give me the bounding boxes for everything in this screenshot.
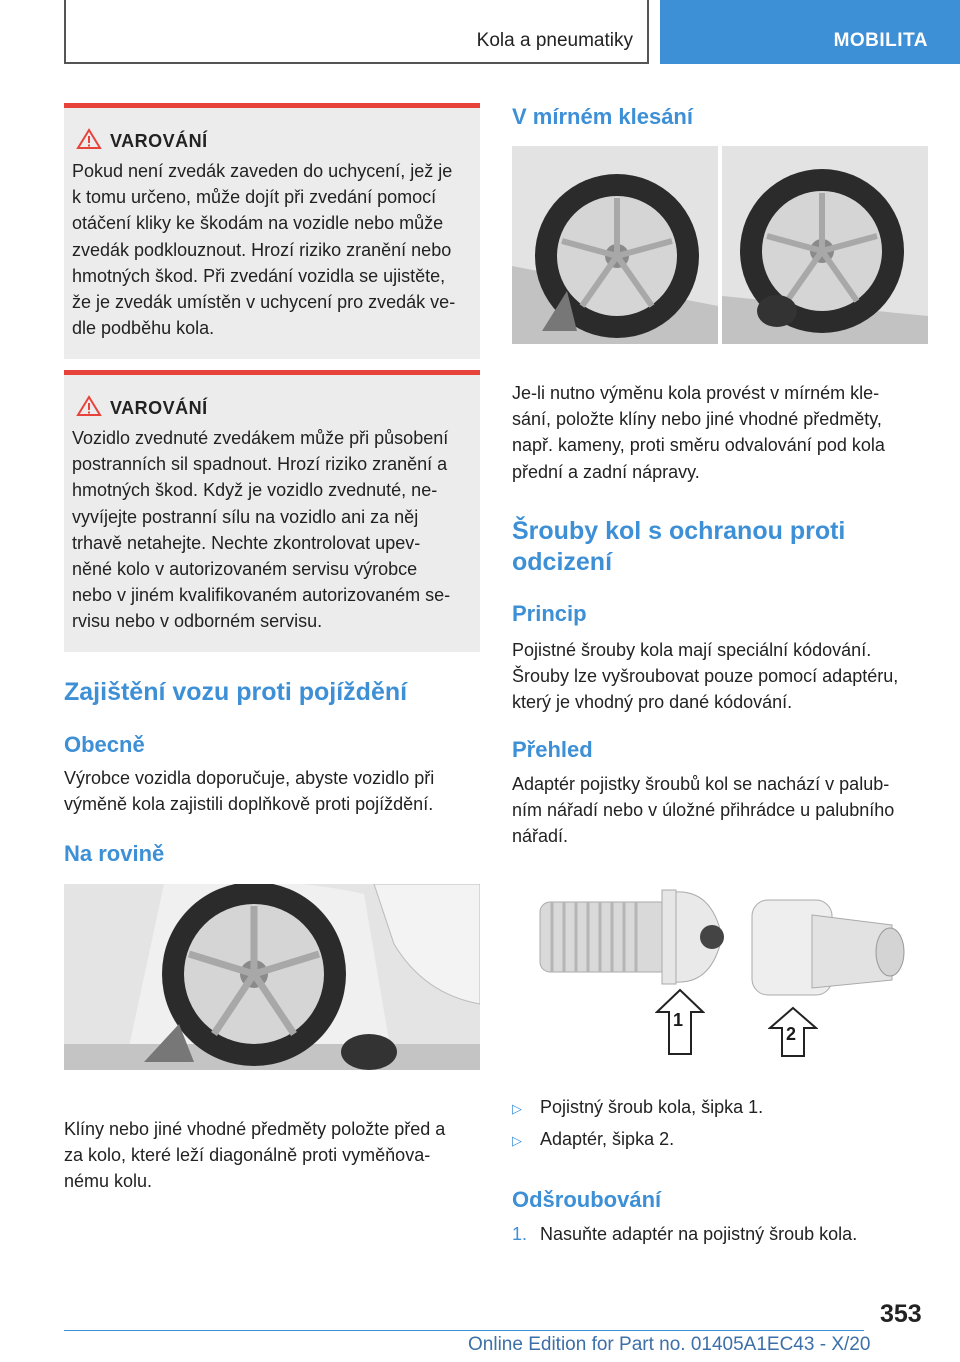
locking-bolt-image (512, 870, 928, 1070)
footer-edition: Online Edition for Part no. 01405A1EC43 - X/20 (468, 1334, 871, 1355)
warning-text: Vozidlo zvednuté zvedákem může při působení postranních sil spadnout. Hrozí riziko zranění a hmotných škod. Když je vozidlo zvednuté, ne‐ vyvíjejte postranní sílu na vozidlo ani za něj trhavě netahejte. Nechte zkontrolovat upev‐ něné kolo v autorizovaném servisu výrobce nebo v jiném kvalifikovaném autorizovaném se‐ rvisu nebo v odborném servisu. (72, 428, 451, 632)
bullet-list (512, 1094, 928, 1154)
arrow-1-label: 1 (673, 1010, 684, 1030)
triangle-bullet-icon: ▷ (512, 1101, 522, 1116)
warning-title: VAROVÁNÍ (110, 398, 208, 418)
warning-text: Pokud není zvedák zaveden do uchycení, jež je k tomu určeno, může dojít při zvedání pomocí otáčení kliky ke škodám na vozidle nebo může zvedák podklouznout. Hrozí riziko zranění nebo hmotných škod. Při zvedání vozidla se ujistěte, že je zvedák umístěn v uchycení pro zvedák ve‐ dle podběhu kola. (72, 161, 456, 339)
section-heading: Šrouby kol s ochranou proti odcizení (512, 517, 846, 576)
flat-caption: Klíny nebo jiné vhodné předměty položte před a za kolo, které leží diagonálně proti vyměňova‐ nému kolu. (64, 1119, 446, 1192)
warning-triangle-icon (76, 395, 102, 417)
list-item: 1. Nasuňte adaptér na pojistný šroub kola. (512, 1221, 928, 1247)
section-heading: Zajištění vozu proti pojíždění (64, 678, 408, 706)
section-title: Kola a pneumatiky (476, 30, 633, 51)
warning-box (64, 103, 480, 359)
footer-divider (64, 1330, 864, 1331)
chapter-tab-label: MOBILITA (833, 30, 928, 51)
overview-text: Adaptér pojistky šroubů kol se nachází v palub‐ ním nářadí nebo v úložné přihrádce u palubního nářadí. (512, 774, 895, 847)
principle-text: Pojistné šrouby kola mají speciální kódování. Šrouby lze vyšroubovat pouze pomocí adaptéru, který je vhodný pro dané kódování. (512, 640, 899, 713)
step-number: 1. (512, 1224, 528, 1244)
list-item: ▷ Adaptér, šipka 2. (512, 1126, 928, 1154)
step-list (512, 1221, 928, 1247)
general-text: Výrobce vozidla doporučuje, abyste vozidlo při výměně kola zajistili doplňkově proti pojíždění. (64, 768, 435, 815)
subheading-slope: V mírném klesání (512, 104, 693, 129)
wheel-chock-flat-image (64, 884, 480, 1070)
chapter-tab[interactable] (660, 0, 960, 64)
triangle-bullet-icon: ▷ (512, 1133, 522, 1148)
header-bar (64, 0, 649, 64)
slope-text: Je-li nutno výměnu kola provést v mírném kle‐ sání, položte klíny nebo jiné vhodné předměty, např. kameny, proti směru odvalování pod kola přední a zadní nápravy. (512, 383, 885, 482)
page-number: 353 (880, 1300, 922, 1328)
subheading-general: Obecně (64, 732, 145, 757)
warning-box (64, 370, 480, 652)
wheel-chock-slope-image (512, 146, 928, 344)
warning-triangle-icon (76, 128, 102, 150)
subheading-unscrewing: Odšroubování (512, 1187, 662, 1212)
warning-title: VAROVÁNÍ (110, 131, 208, 151)
subheading-principle: Princip (512, 601, 587, 626)
subheading-flat: Na rovině (64, 841, 165, 866)
arrow-2-label: 2 (786, 1024, 797, 1044)
subheading-overview: Přehled (512, 737, 593, 762)
list-item: ▷ Pojistný šroub kola, šipka 1. (512, 1094, 928, 1122)
